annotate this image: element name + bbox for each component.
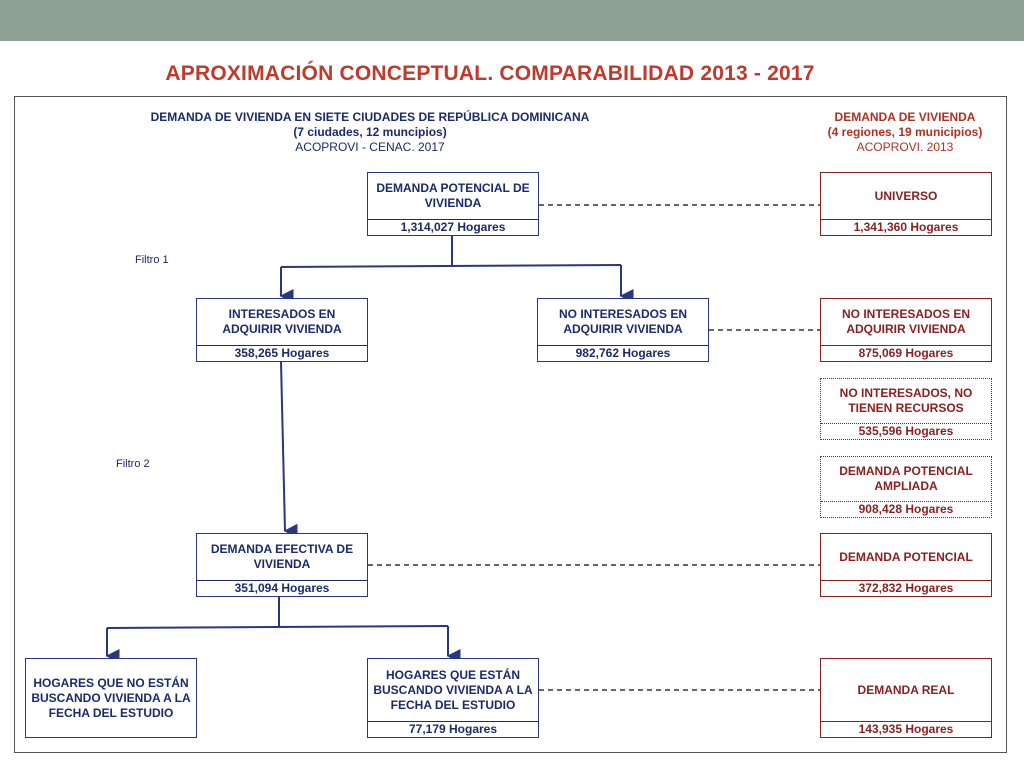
box-value: 875,069 Hogares — [821, 345, 991, 361]
box-potencial-ampliada — [820, 456, 992, 518]
box-title: DEMANDA POTENCIAL — [839, 549, 973, 564]
box-title: HOGARES QUE ESTÁN BUSCANDO VIVIENDA A LA FECHA DEL ESTUDIO — [373, 667, 533, 712]
box-no-interesados — [537, 298, 709, 362]
box-value: 143,935 Hogares — [821, 721, 991, 737]
branch-1-bar — [281, 265, 621, 267]
box-demanda-potencial-2013 — [820, 533, 992, 597]
box-value: 1,341,360 Hogares — [821, 219, 991, 235]
slide-title: APROXIMACIÓN CONCEPTUAL. COMPARABILIDAD 2013 - 2017 — [165, 62, 815, 85]
box-no-interesados-2013 — [820, 298, 992, 362]
box-no-buscando — [25, 658, 197, 738]
box-value: 535,596 Hogares — [821, 423, 991, 439]
box-buscando — [367, 658, 539, 738]
box-title: HOGARES QUE NO ESTÁN BUSCANDO VIVIENDA A LA FECHA DEL ESTUDIO — [31, 675, 191, 720]
left-header-line2: (7 ciudades, 12 muncipios) — [293, 125, 447, 139]
left-header-line1: DEMANDA DE VIVIENDA EN SIETE CIUDADES DE REPÚBLICA DOMINICANA — [150, 110, 590, 124]
filter-2-label: Filtro 2 — [116, 458, 150, 470]
box-universo — [820, 172, 992, 236]
right-header-line3: ACOPROVI. 2013 — [856, 140, 954, 154]
box-value: 1,314,027 Hogares — [368, 219, 538, 235]
box-title: NO INTERESADOS EN ADQUIRIR VIVIENDA — [841, 307, 970, 336]
filter-1-label: Filtro 1 — [135, 254, 169, 266]
box-title: DEMANDA EFECTIVA DE VIVIENDA — [210, 542, 354, 571]
box-title: NO INTERESADOS, NO TIENEN RECURSOS — [839, 386, 973, 415]
box-title: DEMANDA POTENCIAL DE VIVIENDA — [376, 181, 530, 210]
box-value: 358,265 Hogares — [197, 345, 367, 361]
box-value: 372,832 Hogares — [821, 580, 991, 596]
box-demanda-real — [820, 658, 992, 738]
box-value: 982,762 Hogares — [538, 345, 708, 361]
box-sin-recursos — [820, 378, 992, 440]
box-title: INTERESADOS EN ADQUIRIR VIVIENDA — [222, 307, 342, 336]
right-header-line1: DEMANDA DE VIVIENDA — [834, 110, 976, 124]
box-demanda-potencial-vivienda — [367, 172, 539, 236]
branch-2-bar — [107, 626, 448, 628]
box-value: 77,179 Hogares — [368, 721, 538, 737]
filter-2-arrow — [281, 362, 285, 531]
box-demanda-efectiva — [196, 533, 368, 597]
box-value: 351,094 Hogares — [197, 580, 367, 596]
box-value: 908,428 Hogares — [821, 501, 991, 517]
box-title: NO INTERESADOS EN ADQUIRIR VIVIENDA — [558, 307, 687, 336]
box-title: DEMANDA POTENCIAL AMPLIADA — [839, 464, 973, 493]
right-header-line2: (4 regiones, 19 municipios) — [827, 125, 983, 139]
box-interesados — [196, 298, 368, 362]
box-title: DEMANDA REAL — [857, 682, 955, 697]
left-header-line3: ACOPROVI - CENAC. 2017 — [295, 140, 445, 154]
box-title: UNIVERSO — [874, 188, 938, 203]
